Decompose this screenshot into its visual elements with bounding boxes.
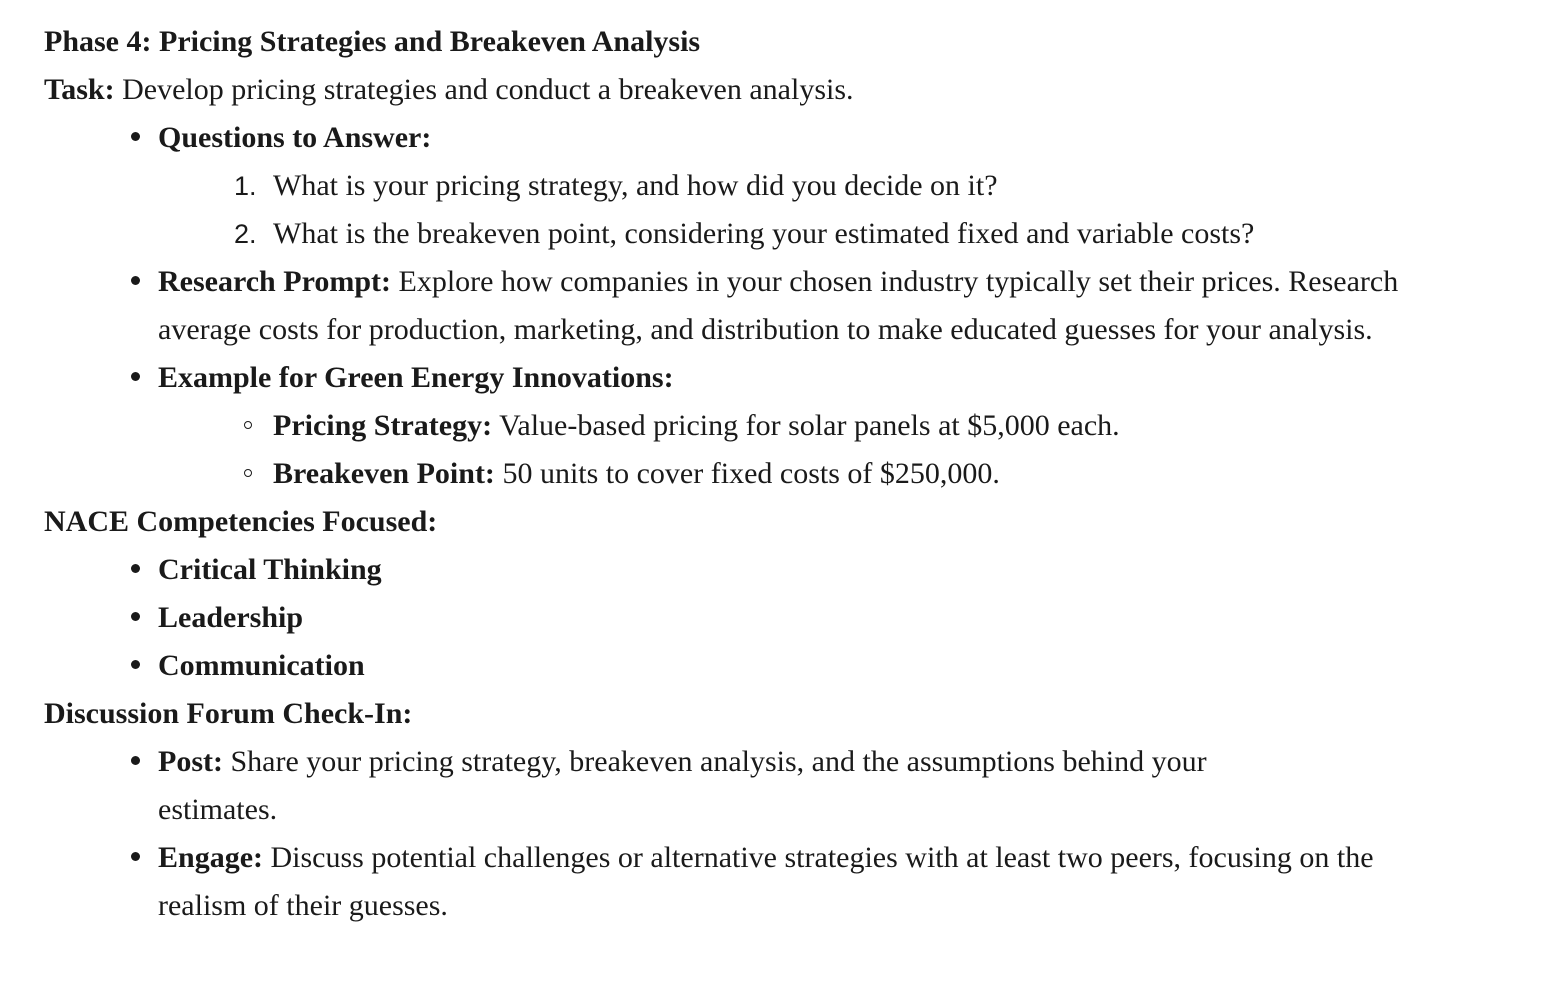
questions-label: Questions to Answer: xyxy=(158,121,432,154)
bullet-icon xyxy=(128,594,142,642)
questions-item xyxy=(44,114,1524,162)
nace-item-label: Communication xyxy=(158,649,365,682)
questions-list xyxy=(44,162,1524,258)
research-label: Research Prompt: xyxy=(158,265,391,298)
phase-bullets xyxy=(44,114,1524,162)
research-text: Explore how companies in your chosen industry typically set their prices. Research average costs for production, marketing, and distribution to make educated guesses for your analysis. xyxy=(158,265,1399,346)
example-subitem xyxy=(44,450,1524,498)
nace-heading: NACE Competencies Focused: xyxy=(44,505,438,538)
bullet-icon xyxy=(128,642,142,690)
forum-heading: Discussion Forum Check-In: xyxy=(44,697,413,730)
example-item xyxy=(44,354,1524,402)
forum-engage-text: Discuss potential challenges or alternative strategies with at least two peers, focusing on the realism of their guesses. xyxy=(158,841,1374,922)
question-text: What is the breakeven point, considering your estimated fixed and variable costs? xyxy=(273,217,1255,250)
forum-engage-item xyxy=(44,834,1524,930)
example-subitem-text: 50 units to cover fixed costs of $250,000. xyxy=(494,457,1000,490)
bullet-icon xyxy=(128,738,142,786)
forum-engage-label: Engage: xyxy=(158,841,263,874)
forum-post-item xyxy=(44,738,1524,834)
example-subitem xyxy=(44,402,1524,450)
nace-item xyxy=(44,546,1524,594)
document-body xyxy=(44,18,1524,930)
forum-list xyxy=(44,738,1524,930)
phase-heading: Phase 4: Pricing Strategies and Breakeven Analysis xyxy=(44,25,701,58)
circle-bullet-icon xyxy=(244,450,252,498)
task-line xyxy=(44,66,1524,114)
bullet-icon xyxy=(128,546,142,594)
task-text: Develop pricing strategies and conduct a breakeven analysis. xyxy=(114,73,854,106)
bullet-icon xyxy=(128,354,142,402)
bullet-icon xyxy=(128,258,142,306)
question-text: What is your pricing strategy, and how did you decide on it? xyxy=(273,169,998,202)
task-label: Task: xyxy=(44,73,115,106)
forum-post-text: Share your pricing strategy, breakeven analysis, and the assumptions behind your estimates. xyxy=(158,745,1207,826)
bullet-icon xyxy=(128,834,142,882)
example-label: Example for Green Energy Innovations: xyxy=(158,361,674,394)
forum-post-label: Post: xyxy=(158,745,223,778)
circle-bullet-icon xyxy=(244,402,252,450)
nace-item-label: Leadership xyxy=(158,601,304,634)
example-subitem-label: Pricing Strategy: xyxy=(273,409,493,442)
research-item xyxy=(44,258,1524,354)
question-number: 1. xyxy=(234,171,257,201)
example-subitem-text: Value-based pricing for solar panels at $5,000 each. xyxy=(492,409,1120,442)
bullet-icon xyxy=(128,114,142,162)
nace-item-label: Critical Thinking xyxy=(158,553,382,586)
example-subitem-label: Breakeven Point: xyxy=(273,457,495,490)
research-bullets xyxy=(44,258,1524,402)
question-number: 2. xyxy=(234,219,257,249)
nace-item xyxy=(44,594,1524,642)
question-item xyxy=(44,162,1524,210)
nace-item xyxy=(44,642,1524,690)
example-list xyxy=(44,402,1524,498)
nace-list xyxy=(44,546,1524,690)
question-item xyxy=(44,210,1524,258)
